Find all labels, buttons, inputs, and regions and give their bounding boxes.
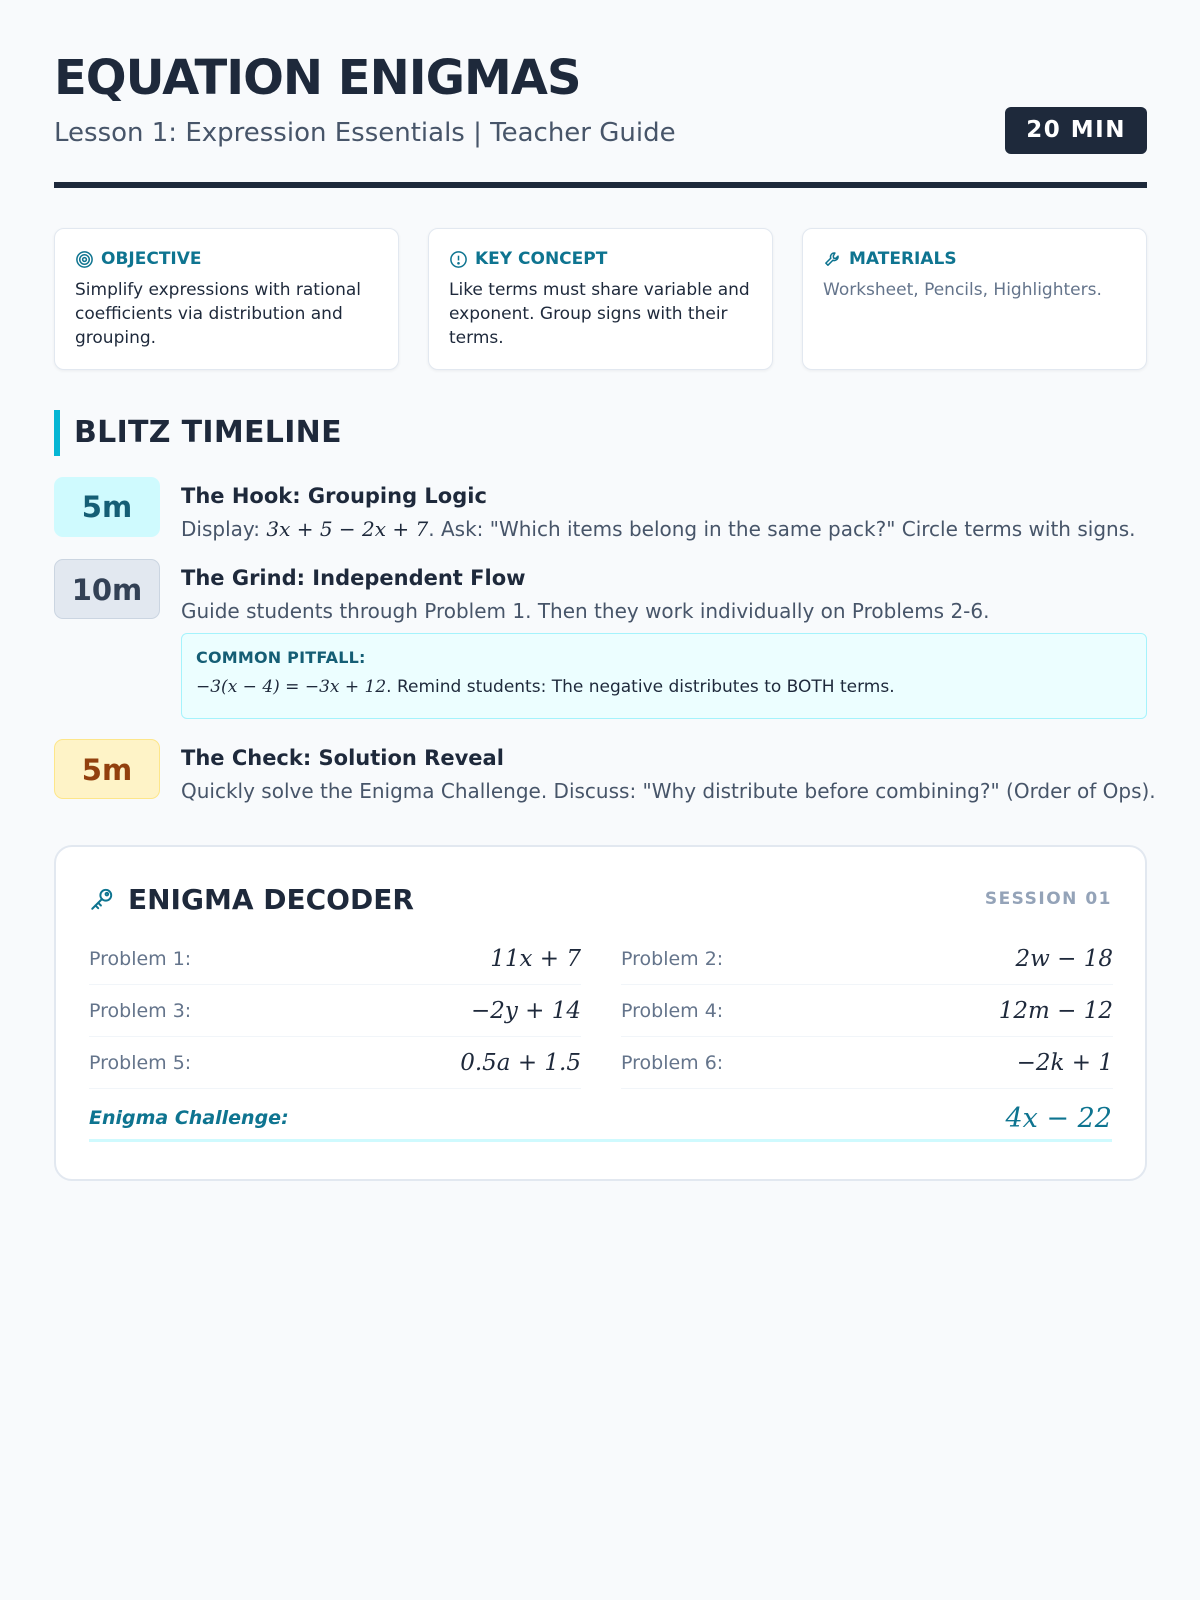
math-expression: 3x + 5 − 2x + 7: [266, 517, 429, 542]
objective-card: [54, 228, 399, 370]
answer-row: Problem 3: −2y + 14: [89, 985, 581, 1037]
target-icon: [75, 250, 94, 269]
time-pill: 5m: [54, 477, 160, 537]
wrench-icon: [823, 250, 842, 269]
materials-text: Worksheet, Pencils, Highlighters.: [823, 280, 1102, 300]
timeline-title: BLITZ TIMELINE: [54, 410, 342, 456]
answer-row: Problem 2: 2w − 18: [621, 933, 1113, 985]
step-description: Display: 3x + 5 − 2x + 7. Ask: "Which items belong in the same pack?" Circle terms with signs.: [181, 517, 1136, 542]
math-expression: −3(x − 4) = −3x + 12: [196, 677, 387, 697]
answer-row: Problem 1: 11x + 7: [89, 933, 581, 985]
key-icon: [89, 886, 115, 912]
step-title: The Hook: Grouping Logic: [181, 484, 487, 508]
answer-row: Problem 6: −2k + 1: [621, 1037, 1113, 1089]
info-cards: [54, 228, 1147, 370]
step-description: Quickly solve the Enigma Challenge. Discuss: "Why distribute before combining?" (Order of Ops).: [181, 779, 1156, 804]
key-concept-text: Like terms must share variable and exponent. Group signs with their terms.: [449, 280, 750, 348]
pitfall-label: COMMON PITFALL:: [196, 648, 366, 667]
answer-row: Problem 4: 12m − 12: [621, 985, 1113, 1037]
info-circle-icon: [449, 250, 468, 269]
objective-text: Simplify expressions with rational coefficients via distribution and grouping.: [75, 280, 362, 348]
key-concept-label: KEY CONCEPT: [475, 249, 608, 269]
answer-row: Problem 5: 0.5a + 1.5: [89, 1037, 581, 1089]
decoder-title: ENIGMA DECODER: [128, 882, 414, 916]
materials-card: [802, 228, 1147, 370]
time-pill: 10m: [54, 559, 160, 619]
page-title: EQUATION ENIGMAS: [54, 50, 581, 106]
enigma-decoder: [54, 845, 1147, 1181]
challenge-answer: 4x − 22: [1005, 1102, 1112, 1134]
challenge-label: Enigma Challenge:: [89, 1107, 289, 1129]
lesson-page: [54, 0, 1156, 1134]
pitfall-text: −3(x − 4) = −3x + 12. Remind students: The negative distributes to BOTH terms.: [196, 677, 895, 697]
time-pill: 5m: [54, 739, 160, 799]
header: [54, 0, 1147, 188]
materials-label: MATERIALS: [849, 249, 957, 269]
key-concept-card: [428, 228, 773, 370]
pitfall-callout: [181, 633, 1147, 719]
page-subtitle: Lesson 1: Expression Essentials | Teacher Guide: [54, 118, 676, 148]
objective-label: OBJECTIVE: [101, 249, 202, 269]
enigma-challenge-row: [89, 1097, 1112, 1142]
step-title: The Check: Solution Reveal: [181, 746, 504, 770]
session-label: SESSION 01: [984, 889, 1112, 909]
step-description: Guide students through Problem 1. Then they work individually on Problems 2-6.: [181, 599, 990, 624]
duration-badge: 20 MIN: [1005, 107, 1147, 154]
answer-grid: [89, 933, 1112, 1089]
step-title: The Grind: Independent Flow: [181, 566, 526, 590]
